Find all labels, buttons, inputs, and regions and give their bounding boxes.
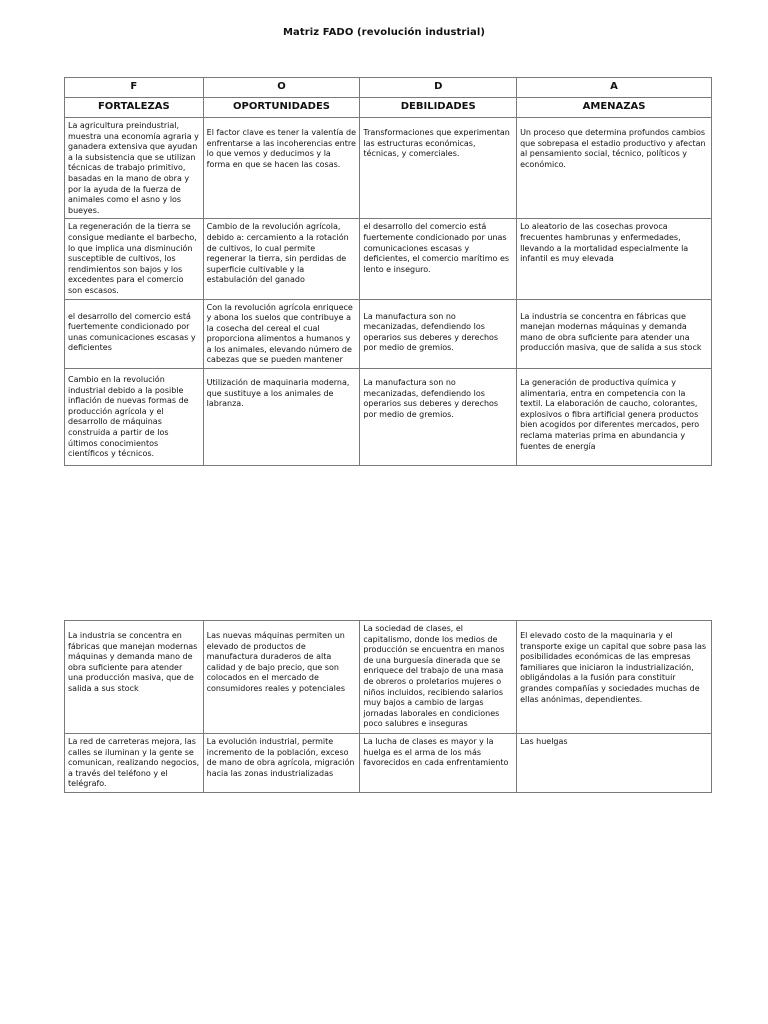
document-title: Matriz FADO (revolución industrial) bbox=[282, 27, 486, 38]
header-amenazas: AMENAZAS bbox=[517, 98, 712, 118]
oportunidad-cell: Cambio de la revolución agrícola, debido a: cercamiento a la rotación de cultivos, lo cual permite regenerar la tierra, sin perdidas de superficie cultivable y la estabulación del ganado bbox=[203, 219, 360, 299]
table-row bbox=[65, 734, 712, 793]
fado-matrix-table bbox=[64, 77, 712, 466]
oportunidad-cell: Las nuevas máquinas permiten un elevado de productos de manufactura duraderos de alta calidad y de bajo precio, que son colocados en el mercado de consumidores reales y potenciales bbox=[203, 621, 360, 734]
table-row bbox=[65, 118, 712, 219]
fortaleza-cell: el desarrollo del comercio está fuertemente condicionado por unas comunicaciones escasas y deficientes bbox=[65, 299, 204, 369]
debilidad-cell: La lucha de clases es mayor y la huelga es el arma de los más favorecidos en cada enfrentamiento bbox=[360, 734, 517, 793]
amenaza-cell: Lo aleatorio de las cosechas provoca frecuentes hambrunas y enfermedades, llevando a la mortalidad especialmente la infantil es muy elevada bbox=[517, 219, 712, 299]
table-row bbox=[65, 299, 712, 369]
fortaleza-cell: La industria se concentra en fábricas que manejan modernas máquinas y demanda mano de obra suficiente para atender una producción masiva, que de salida a sus stock bbox=[65, 621, 204, 734]
fortaleza-cell: La regeneración de la tierra se consigue mediante el barbecho, lo que implica una disminución susceptible de cultivos, los rendimientos son bajos y los excedentes para el comercio son escasos. bbox=[65, 219, 204, 299]
debilidad-cell: La manufactura son no mecanizadas, defendiendo los operarios sus deberes y derechos por medio de gremios. bbox=[360, 299, 517, 369]
oportunidad-cell: El factor clave es tener la valentía de enfrentarse a las incoherencias entre lo que vemos y deducimos y la forma en que se hacen las cosas. bbox=[203, 118, 360, 219]
headers-row bbox=[65, 98, 712, 118]
letters-row bbox=[65, 78, 712, 98]
oportunidad-cell: Utilización de maquinaria moderna, que sustituye a los animales de labranza. bbox=[203, 369, 360, 466]
amenaza-cell: La generación de productiva química y alimentaria, entra en competencia con la textil. La elaboración de caucho, colorantes, explosivos o fibra artificial genera productos bien acogidos por diferentes mercados, pero reclama materias prima en abundancia y fuentes de energía bbox=[517, 369, 712, 466]
amenaza-cell: La industria se concentra en fábricas que manejan modernas máquinas y demanda mano de obra suficiente para atender una producción masiva, que de salida a sus stock bbox=[517, 299, 712, 369]
header-oportunidades: OPORTUNIDADES bbox=[203, 98, 360, 118]
header-fortalezas: FORTALEZAS bbox=[65, 98, 204, 118]
amenaza-cell: Las huelgas bbox=[517, 734, 712, 793]
fado-matrix-table-continued bbox=[64, 620, 712, 793]
table-row bbox=[65, 219, 712, 299]
fortaleza-cell: La red de carreteras mejora, las calles se iluminan y la gente se comunican, realizando negocios, a través del teléfono y el telégrafo. bbox=[65, 734, 204, 793]
fortaleza-cell: Cambio en la revolución industrial debido a la posible inflación de nuevas formas de producción agrícola y el desarrollo de máquinas construida a partir de los últimos conocimientos científicos y técnicos. bbox=[65, 369, 204, 466]
debilidad-cell: Transformaciones que experimentan las estructuras económicas, técnicas, y comerciales. bbox=[360, 118, 517, 219]
table-row bbox=[65, 621, 712, 734]
oportunidad-cell: Con la revolución agrícola enriquece y abona los suelos que contribuye a la cosecha del cereal el cual proporciona alimentos a humanos y a los animales, elevando número de cabezas que se pueden mantener bbox=[203, 299, 360, 369]
amenaza-cell: El elevado costo de la maquinaria y el transporte exige un capital que sobre pasa las posibilidades económicas de las empresas familiares que iniciaron la industrialización, obligándolas a la fusión para constituir grandes compañías y sociedades muchas de ellas anónimas, dependientes. bbox=[517, 621, 712, 734]
amenaza-cell: Un proceso que determina profundos cambios que sobrepasa el estadio productivo y afectan al pensamiento social, técnico, políticos y económico. bbox=[517, 118, 712, 219]
fortaleza-cell: La agricultura preindustrial, muestra una economía agraria y ganadera extensiva que ayudan a la subsistencia que se utilizan técnicas de trabajo primitivo, basadas en la mano de obra y por la ayuda de la fuerza de animales como el asno y los bueyes. bbox=[65, 118, 204, 219]
header-debilidades: DEBILIDADES bbox=[360, 98, 517, 118]
letter-f: F bbox=[65, 78, 204, 98]
debilidad-cell: el desarrollo del comercio está fuertemente condicionado por unas comunicaciones escasas y deficientes, el comercio marítimo es lento e inseguro. bbox=[360, 219, 517, 299]
table-row bbox=[65, 369, 712, 466]
letter-d: D bbox=[360, 78, 517, 98]
debilidad-cell: La manufactura son no mecanizadas, defendiendo los operarios sus deberes y derechos por medio de gremios. bbox=[360, 369, 517, 466]
debilidad-cell: La sociedad de clases, el capitalismo, donde los medios de producción se encuentra en manos de una burguesía dinerada que se enriquece del trabajo de una masa de obreros o proletarios mujeres o niños incluidos, recibiendo salarios muy bajos a cambio de largas jornadas laborales en condiciones poco salubres e inseguras bbox=[360, 621, 517, 734]
letter-o: O bbox=[203, 78, 360, 98]
letter-a: A bbox=[517, 78, 712, 98]
oportunidad-cell: La evolución industrial, permite incremento de la población, exceso de mano de obra agrícola, migración hacia las zonas industrializadas bbox=[203, 734, 360, 793]
